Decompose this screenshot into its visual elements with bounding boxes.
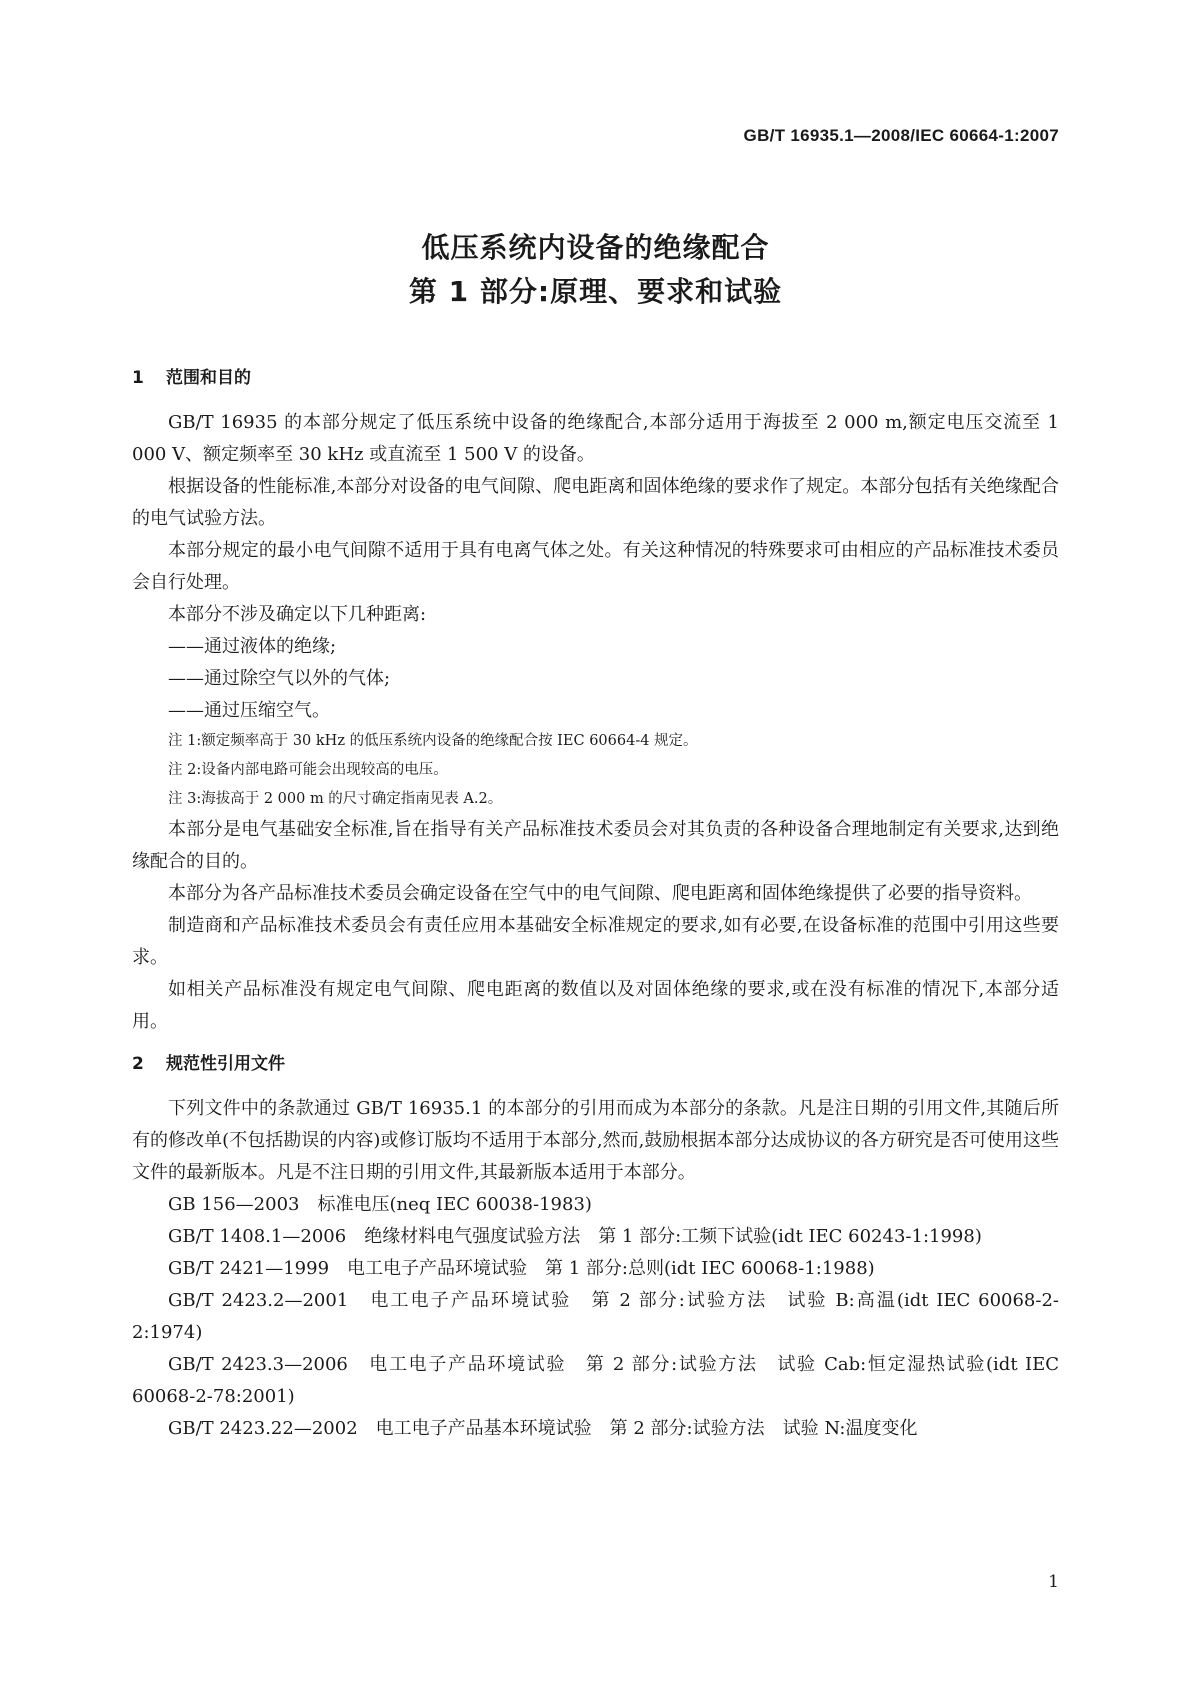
- dash-list-item: ——通过除空气以外的气体;: [168, 668, 391, 689]
- paragraph: 如相关产品标准没有规定电气间隙、爬电距离的数值以及对固体绝缘的要求,或在没有标准的情况下,本部分适用。: [132, 979, 1059, 1032]
- dash-list-item: ——通过压缩空气。: [168, 700, 330, 721]
- paragraph: 本部分是电气基础安全标准,旨在指导有关产品标准技术委员会对其负责的各种设备合理地制定有关要求,达到绝缘配合的目的。: [132, 819, 1059, 872]
- note: 注 3:海拔高于 2 000 m 的尺寸确定指南见表 A.2。: [168, 791, 503, 807]
- reference-item: GB/T 2423.3—2006 电工电子产品环境试验 第 2 部分:试验方法 试验 Cab:恒定湿热试验(idt IEC 60068-2-78:2001): [132, 1354, 1059, 1407]
- title-line-2: 第 1 部分:原理、要求和试验: [408, 275, 783, 308]
- reference-item: GB/T 1408.1—2006 绝缘材料电气强度试验方法 第 1 部分:工频下试验(idt IEC 60243-1:1998): [168, 1226, 982, 1247]
- paragraph: 制造商和产品标准技术委员会有责任应用本基础安全标准规定的要求,如有必要,在设备标准的范围中引用这些要求。: [132, 915, 1059, 968]
- reference-item: GB 156—2003 标准电压(neq IEC 60038-1983): [168, 1194, 592, 1215]
- section-title: 范围和目的: [166, 368, 251, 388]
- document-title: [0, 226, 1191, 314]
- section-1-heading: [132, 362, 1059, 394]
- note: 注 1:额定频率高于 30 kHz 的低压系统内设备的绝缘配合按 IEC 60664-4 规定。: [168, 733, 698, 749]
- section-2-heading: [132, 1048, 1059, 1080]
- section-number: 2: [132, 1054, 144, 1074]
- paragraph: 下列文件中的条款通过 GB/T 16935.1 的本部分的引用而成为本部分的条款。凡是注日期的引用文件,其随后所有的修改单(不包括勘误的内容)或修订版均不适用于本部分,然而,鼓励根据本部分达成协议的各方研究是否可使用这些文件的最新版本。凡是不注日期的引用文件,其最新版本适用于本部分。: [132, 1098, 1059, 1183]
- paragraph: 本部分不涉及确定以下几种距离:: [168, 604, 427, 625]
- title-line-1: 低压系统内设备的绝缘配合: [421, 231, 770, 264]
- reference-item: GB/T 2423.2—2001 电工电子产品环境试验 第 2 部分:试验方法 试验 B:高温(idt IEC 60068-2-2:1974): [132, 1290, 1059, 1343]
- dash-list-item: ——通过液体的绝缘;: [168, 636, 337, 657]
- note: 注 2:设备内部电路可能会出现较高的电压。: [168, 762, 448, 778]
- paragraph: 本部分为各产品标准技术委员会确定设备在空气中的电气间隙、爬电距离和固体绝缘提供了必要的指导资料。: [168, 883, 1032, 904]
- paragraph: 本部分规定的最小电气间隙不适用于具有电离气体之处。有关这种情况的特殊要求可由相应的产品标准技术委员会自行处理。: [132, 540, 1059, 593]
- reference-item: GB/T 2423.22—2002 电工电子产品基本环境试验 第 2 部分:试验方法 试验 N:温度变化: [168, 1418, 918, 1439]
- reference-item: GB/T 2421—1999 电工电子产品环境试验 第 1 部分:总则(idt IEC 60068-1:1988): [168, 1258, 875, 1279]
- standard-number-header: GB/T 16935.1—2008/IEC 60664-1:2007: [743, 126, 1059, 145]
- section-title: 规范性引用文件: [166, 1054, 285, 1074]
- document-body: [132, 362, 1059, 1445]
- paragraph: 根据设备的性能标准,本部分对设备的电气间隙、爬电距离和固体绝缘的要求作了规定。本部分包括有关绝缘配合的电气试验方法。: [132, 476, 1059, 529]
- page-number: 1: [1048, 1572, 1059, 1592]
- section-number: 1: [132, 368, 144, 388]
- paragraph: GB/T 16935 的本部分规定了低压系统中设备的绝缘配合,本部分适用于海拔至 2 000 m,额定电压交流至 1 000 V、额定频率至 30 kHz 或直流至 1 500 V 的设备。: [132, 412, 1059, 465]
